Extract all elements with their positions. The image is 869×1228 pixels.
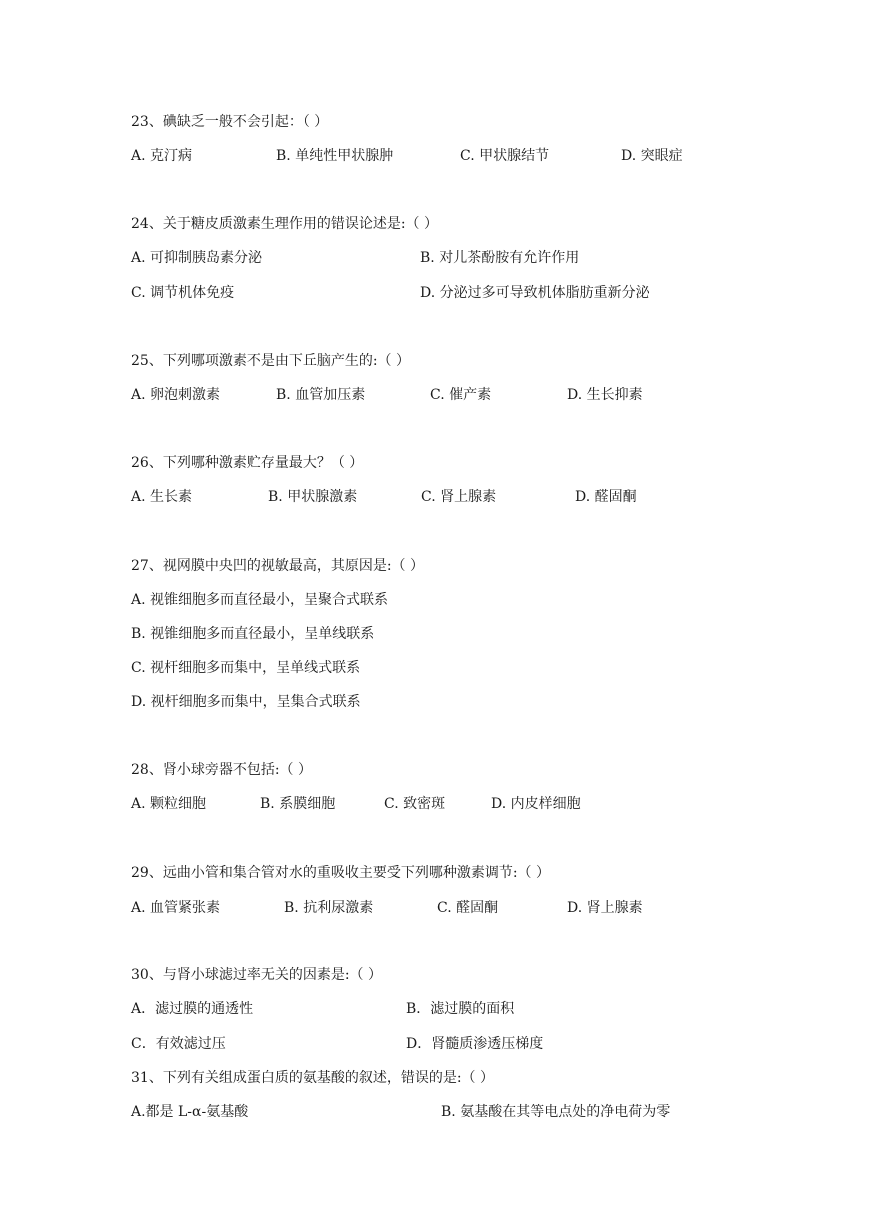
question-25-option-d: D. 生长抑素 [567,387,643,403]
question-30-option-b: B．滤过膜的面积 [406,1001,515,1017]
question-26-option-b: B. 甲状腺激素 [268,489,358,505]
question-28-option-a: A. 颗粒细胞 [131,796,207,812]
question-27-stem: 27、视网膜中央凹的视敏最高，其原因是:（ ） [131,558,424,574]
question-29-option-b: B. 抗利尿激素 [284,900,374,916]
question-30-option-c: C．有效滤过压 [131,1036,226,1052]
question-28-option-b: B. 系膜细胞 [260,796,336,812]
question-24-option-c: C. 调节机体免疫 [131,285,235,301]
question-30-option-d: D．肾髓质渗透压梯度 [406,1036,544,1052]
question-27-option-b: B. 视锥细胞多而直径最小，呈单线联系 [131,626,375,642]
question-29-option-a: A. 血管紧张素 [131,900,221,916]
question-28-option-c: C. 致密斑 [384,796,446,812]
question-23-option-b: B. 单纯性甲状腺肿 [276,148,394,164]
question-26-stem: 26、下列哪种激素贮存量最大？（ ） [131,455,364,471]
question-29-option-c: C. 醛固酮 [437,900,499,916]
question-25-option-c: C. 催产素 [430,387,492,403]
question-24-stem: 24、关于糖皮质激素生理作用的错误论述是:（ ） [131,216,438,232]
question-31-option-a: A.都是 L-α-氨基酸 [131,1104,249,1120]
question-24-option-d: D. 分泌过多可导致机体脂肪重新分泌 [420,285,650,301]
question-30-stem: 30、与肾小球滤过率无关的因素是:（ ） [131,967,382,983]
question-31-stem: 31、下列有关组成蛋白质的氨基酸的叙述，错误的是:（ ） [131,1070,494,1086]
question-26-option-c: C. 肾上腺素 [421,489,497,505]
question-23-option-d: D. 突眼症 [621,148,683,164]
question-29-stem: 29、远曲小管和集合管对水的重吸收主要受下列哪种激素调节:（ ） [131,865,550,881]
question-29-option-d: D. 肾上腺素 [567,900,643,916]
question-24-option-a: A. 可抑制胰岛素分泌 [131,250,263,266]
question-25-option-b: B. 血管加压素 [276,387,366,403]
question-31-option-b: B. 氨基酸在其等电点处的净电荷为零 [441,1104,671,1120]
question-27-option-a: A. 视锥细胞多而直径最小，呈聚合式联系 [131,592,389,608]
question-28-stem: 28、肾小球旁器不包括:（ ） [131,762,312,778]
question-24-option-b: B. 对儿茶酚胺有允许作用 [420,250,580,266]
question-25-stem: 25、下列哪项激素不是由下丘脑产生的:（ ） [131,353,410,369]
question-26-option-a: A. 生长素 [131,489,193,505]
question-23-option-c: C. 甲状腺结节 [460,148,550,164]
question-23-stem: 23、碘缺乏一般不会引起：（ ） [131,114,329,130]
question-26-option-d: D. 醛固酮 [575,489,637,505]
question-23-option-a: A. 克汀病 [131,148,193,164]
question-28-option-d: D. 内皮样细胞 [491,796,581,812]
question-27-option-c: C. 视杆细胞多而集中，呈单线式联系 [131,660,361,676]
question-25-option-a: A. 卵泡刺激素 [131,387,221,403]
question-27-option-d: D. 视杆细胞多而集中，呈集合式联系 [131,694,361,710]
question-30-option-a: A．滤过膜的通透性 [131,1001,254,1017]
